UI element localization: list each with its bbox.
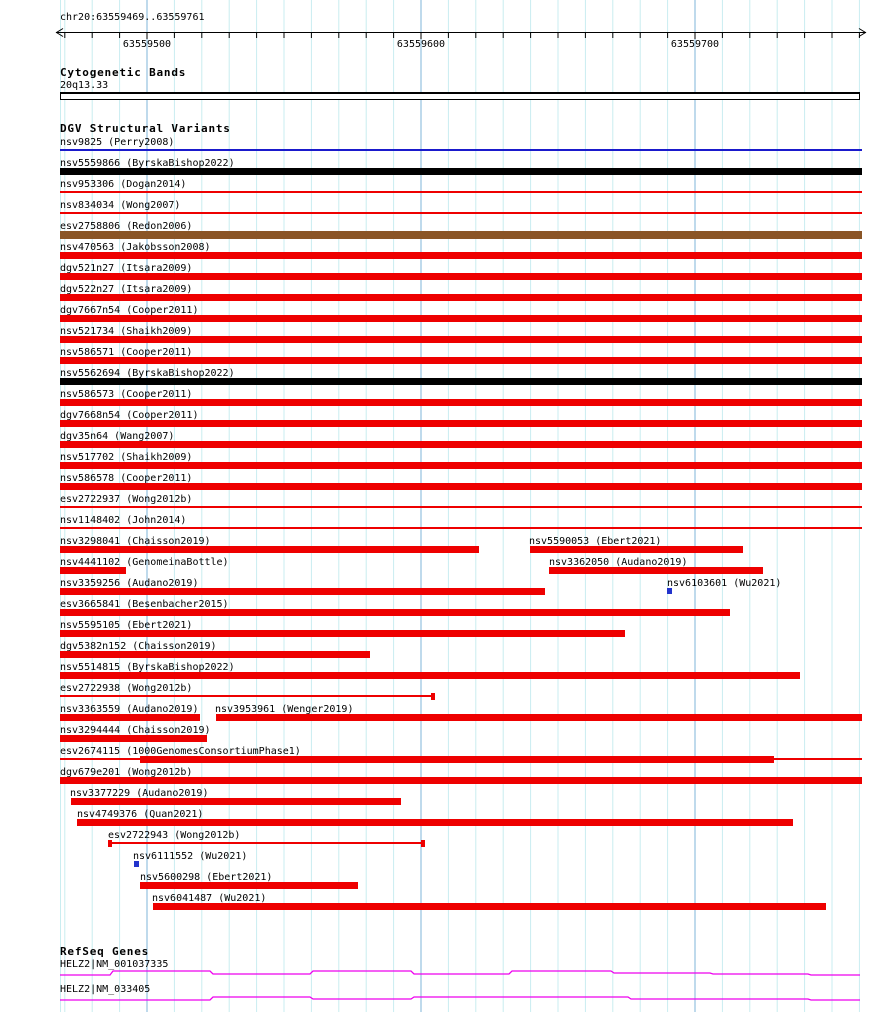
gene-label[interactable]: HELZ2|NM_033405 [60, 984, 151, 995]
variant-label[interactable]: dgv521n27 (Itsara2009) [60, 263, 193, 274]
variant-bar[interactable] [60, 506, 862, 508]
variant-bar[interactable] [60, 149, 862, 151]
variant-label[interactable]: nsv586573 (Cooper2011) [60, 389, 193, 400]
variant-label[interactable]: esv3665841 (Besenbacher2015) [60, 599, 229, 610]
ruler-tick-label: 63559700 [670, 39, 720, 50]
variant-label[interactable]: nsv953306 (Dogan2014) [60, 179, 187, 190]
variant-label[interactable]: nsv6111552 (Wu2021) [133, 851, 248, 862]
variant-label[interactable]: dgv35n64 (Wang2007) [60, 431, 175, 442]
section-header-cytogenetic: Cytogenetic Bands [60, 66, 187, 79]
variant-label[interactable]: nsv470563 (Jakobsson2008) [60, 242, 211, 253]
variant-label[interactable]: nsv5559866 (ByrskaBishop2022) [60, 158, 235, 169]
variant-label[interactable]: nsv834034 (Wong2007) [60, 200, 181, 211]
variant-label[interactable]: nsv3294444 (Chaisson2019) [60, 725, 211, 736]
cytoband-label: 20q13.33 [60, 80, 109, 91]
variant-bar[interactable] [60, 212, 862, 214]
variant-label[interactable]: nsv3359256 (Audano2019) [60, 578, 199, 589]
region-title: chr20:63559469..63559761 [60, 12, 205, 23]
variant-label[interactable]: nsv9825 (Perry2008) [60, 137, 175, 148]
variant-endpoint-box[interactable] [421, 840, 425, 847]
variant-label[interactable]: dgv5382n152 (Chaisson2019) [60, 641, 217, 652]
variant-label[interactable]: nsv3953961 (Wenger2019) [215, 704, 354, 715]
variant-label[interactable]: nsv586571 (Cooper2011) [60, 347, 193, 358]
variant-label[interactable]: dgv7667n54 (Cooper2011) [60, 305, 199, 316]
variant-label[interactable]: nsv521734 (Shaikh2009) [60, 326, 193, 337]
variant-bar[interactable] [60, 441, 862, 448]
variant-label[interactable]: esv2758806 (Redon2006) [60, 221, 193, 232]
variant-label[interactable]: nsv3362050 (Audano2019) [549, 557, 688, 568]
section-header-refseq: RefSeq Genes [60, 945, 150, 958]
variant-label[interactable]: esv2722943 (Wong2012b) [108, 830, 241, 841]
gene-structure-line[interactable] [60, 971, 860, 975]
ruler-tick-label: 63559600 [396, 39, 446, 50]
variant-endpoint-box[interactable] [431, 693, 435, 700]
variant-bar[interactable] [60, 695, 434, 697]
gene-structure-line[interactable] [60, 997, 860, 1000]
variant-label[interactable]: nsv3298041 (Chaisson2019) [60, 536, 211, 547]
variant-label[interactable]: esv2674115 (1000GenomesConsortiumPhase1) [60, 746, 301, 757]
variant-label[interactable]: nsv3363559 (Audano2019) [60, 704, 199, 715]
variant-label[interactable]: nsv5590053 (Ebert2021) [529, 536, 662, 547]
ruler-tick-label: 63559500 [122, 39, 172, 50]
variant-label[interactable]: nsv3377229 (Audano2019) [70, 788, 209, 799]
variant-label[interactable]: nsv6041487 (Wu2021) [152, 893, 267, 904]
variant-label[interactable]: nsv5562694 (ByrskaBishop2022) [60, 368, 235, 379]
variant-label[interactable]: dgv522n27 (Itsara2009) [60, 284, 193, 295]
variant-label[interactable]: nsv5514815 (ByrskaBishop2022) [60, 662, 235, 673]
variant-label[interactable]: nsv4441102 (GenomeinaBottle) [60, 557, 229, 568]
variant-label[interactable]: nsv5600298 (Ebert2021) [140, 872, 273, 883]
variant-bar[interactable] [60, 191, 862, 193]
variant-label[interactable]: nsv517702 (Shaikh2009) [60, 452, 193, 463]
variant-label[interactable]: nsv586578 (Cooper2011) [60, 473, 193, 484]
variant-label[interactable]: dgv679e201 (Wong2012b) [60, 767, 193, 778]
variant-label[interactable]: dgv7668n54 (Cooper2011) [60, 410, 199, 421]
variant-bar[interactable] [60, 527, 862, 529]
variant-label[interactable]: nsv1148402 (John2014) [60, 515, 187, 526]
variant-label[interactable]: nsv6103601 (Wu2021) [667, 578, 782, 589]
variant-label[interactable]: nsv4749376 (Quan2021) [77, 809, 204, 820]
variant-label[interactable]: esv2722937 (Wong2012b) [60, 494, 193, 505]
gene-label[interactable]: HELZ2|NM_001037335 [60, 959, 169, 970]
variant-label[interactable]: nsv5595105 (Ebert2021) [60, 620, 193, 631]
variant-bar[interactable] [108, 842, 424, 844]
section-header-dgv: DGV Structural Variants [60, 122, 231, 135]
variant-label[interactable]: esv2722938 (Wong2012b) [60, 683, 193, 694]
cytoband-rect [60, 92, 860, 100]
